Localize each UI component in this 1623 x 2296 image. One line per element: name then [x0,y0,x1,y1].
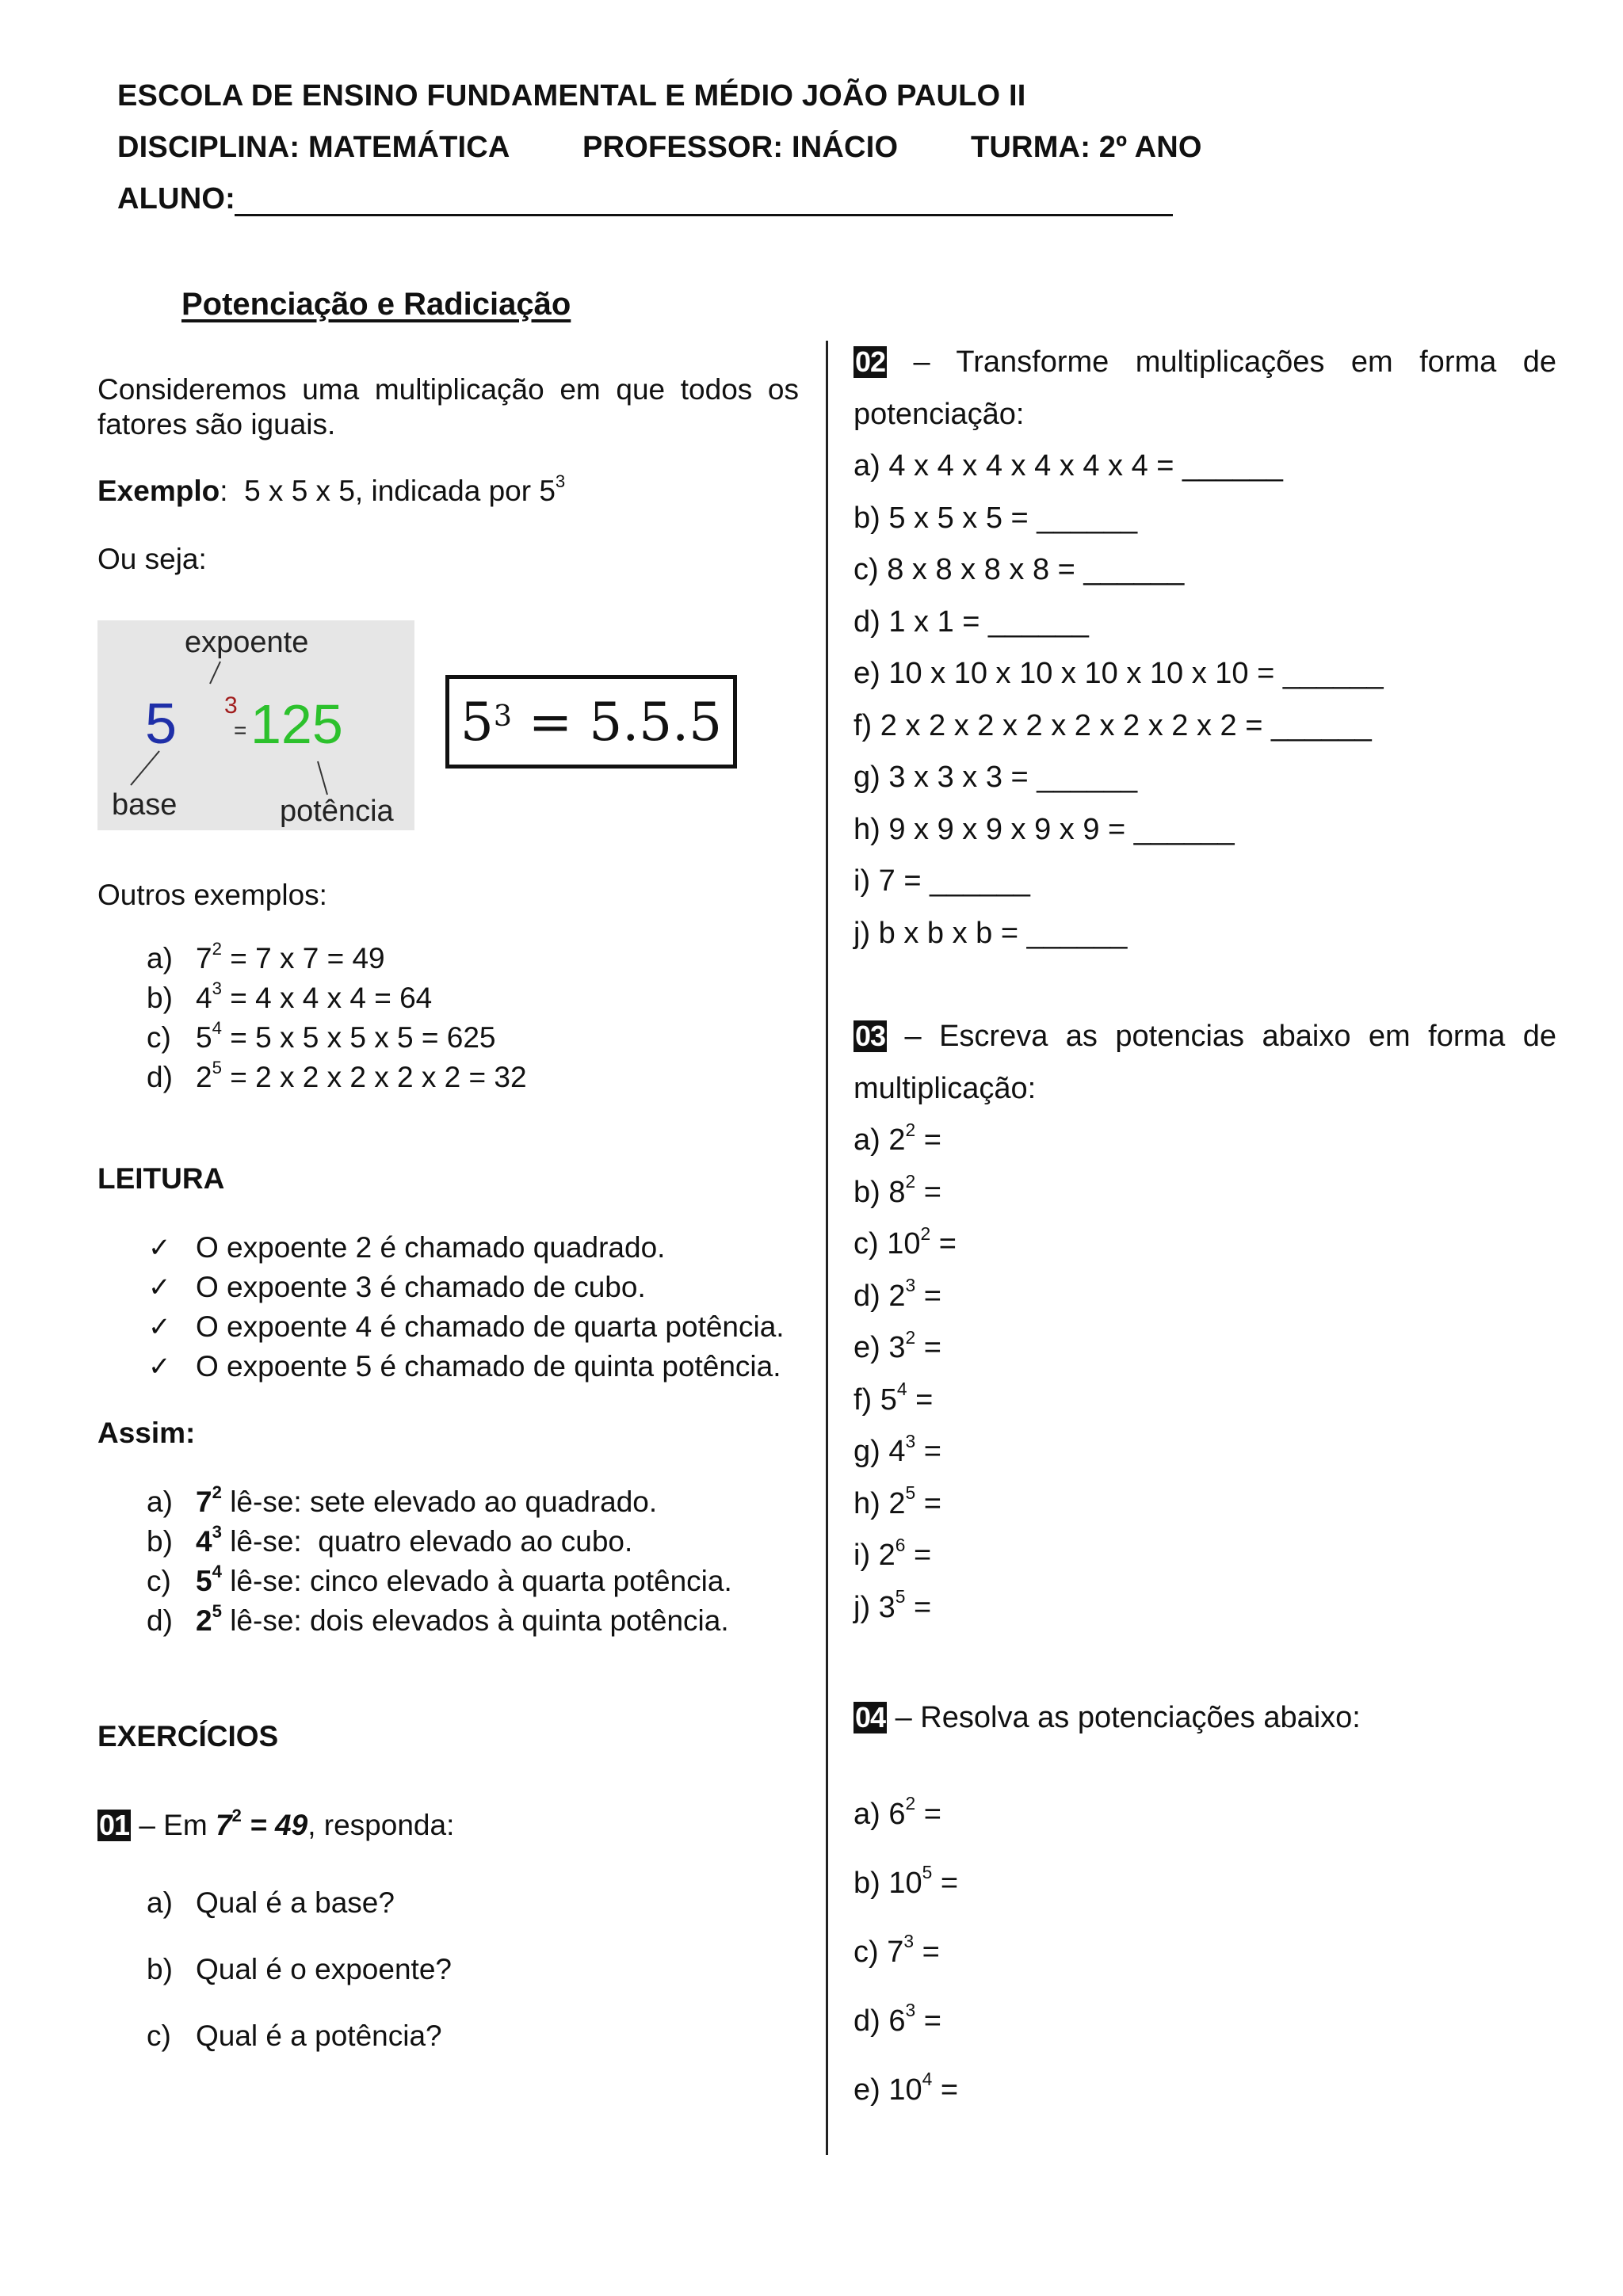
q01-heading: 01 – Em $7^2 = 49$, responda: [99,1806,455,1841]
list-item: ✓ O expoente 5 é chamado de quinta potência. [97,1347,799,1386]
list-item: a) 4 x 4 x 4 x 4 x 4 x 4 = ______ [854,449,1283,482]
check-icon: ✓ [148,1272,171,1302]
list-item: f) 2 x 2 x 2 x 2 x 2 x 2 x 2 x 2 = ______ [854,708,1372,742]
list-item: c) $5^4$ lê-se: cinco elevado à quarta potência. [147,1562,732,1597]
list-item: ✓ O expoente 4 é chamado de quarta potência. [97,1307,799,1347]
list-item: b) $8^2$ = [854,1171,941,1209]
example-label: Exemplo [97,475,220,507]
left-column [97,372,799,577]
power-diagram-svg [97,620,414,830]
list-item: b) 5 x 5 x 5 = ______ [854,501,1138,535]
potencia-pointer [318,761,327,795]
list-item: c) 8 x 8 x 8 x 8 = ______ [854,553,1185,586]
list-item: c) $5^4 = 5$ x 5 x 5 x 5 = 625 [147,1018,496,1054]
school-name: ESCOLA DE ENSINO FUNDAMENTAL E MÉDIO JOÃO PAULO II [117,79,1026,113]
page-title: Potenciação e Radiciação [181,287,571,322]
formula-base: 5 [460,691,494,753]
left-column-lower [97,875,799,2083]
q02-list [854,441,1556,959]
ou-seja-label: Ou seja: [97,543,207,575]
outros-list [97,939,799,1097]
assim-list [97,1482,799,1641]
list-item: i) 7 = ______ [854,864,1030,898]
list-item: c) $7^3$ = [854,1931,940,1969]
example-exp: 3 [555,471,566,492]
student-label: ALUNO: [117,182,235,215]
list-item: c) $10^2$ = [854,1222,957,1261]
list-item: a) $6^2$ = [854,1793,941,1831]
list-item: g) $4^3$ = [854,1430,941,1468]
list-item: b) Qual é o expoente? [147,1953,452,1985]
professor-label: PROFESSOR: INÁCIO [582,131,899,164]
q01-list [97,1883,799,2056]
example-colon: : [220,475,228,507]
check-icon: ✓ [148,1312,171,1342]
list-item: ✓ O expoente 2 é chamado quadrado. [97,1228,799,1268]
list-item: b) $4^3 = 4$ x 4 x 4 = 64 [147,978,433,1014]
result-number: 125 [250,693,343,755]
list-item: c) Qual é a potência? [147,2019,442,2052]
base-label: base [112,788,178,822]
q02-text: – Transforme multiplicações em forma de potenciação: [854,345,1556,431]
q02-heading [854,337,1556,441]
assim-heading: Assim: [97,1417,196,1449]
q04-heading [854,1692,1556,1745]
student-name-line[interactable] [235,214,1173,216]
outros-label: Outros exemplos: [97,879,327,911]
formula-box: 5 $^3$ = 5.5.5 [445,675,737,769]
list-item: a) $2^2$ = [854,1119,941,1157]
q03-list [854,1115,1556,1634]
list-item: i) $2^6$ = [854,1534,932,1572]
example-text: 5 x 5 x 5, indicada por 5 [244,475,556,507]
list-item: e) $3^2$ = [854,1326,941,1364]
q03-heading [854,1011,1556,1115]
leitura-heading: LEITURA [97,1162,225,1195]
q01-number-badge: 01 [99,1809,130,1841]
example-line [97,471,799,509]
list-item: h) $2^5$ = [854,1482,941,1520]
q02-number-badge: 02 [855,345,886,378]
list-item: g) 3 x 3 x 3 = ______ [854,761,1138,794]
list-item: d) $2^5 = 2$ x 2 x 2 x 2 x 2 = 32 [147,1058,527,1093]
list-item: ✓ O expoente 3 é chamado de cubo. [97,1268,799,1307]
list-item: d) $6^3$ = [854,2000,941,2038]
intro-text: Consideremos uma multiplicação em que todos os fatores são iguais. [97,373,799,441]
list-item: a) Qual é a base? [147,1886,395,1919]
potencia-label: potência [280,795,394,828]
list-item: b) $4^3$ lê-se: quatro elevado ao cubo. [147,1522,633,1558]
list-item: b) $10^5$ = [854,1862,959,1900]
list-item: f) $5^4$ = [854,1379,934,1417]
q04-number-badge: 04 [855,1701,886,1733]
check-icon: ✓ [148,1233,171,1263]
list-item: d) 1 x 1 = ______ [854,605,1089,639]
check-icon: ✓ [148,1352,171,1382]
discipline-label: DISCIPLINA: MATEMÁTICA [117,131,510,164]
list-item: h) 9 x 9 x 9 x 9 x 9 = ______ [854,812,1235,846]
q04-list [854,1780,1556,2125]
q04-text: – Resolva as potenciações abaixo: [887,1701,1361,1734]
base-pointer [131,751,159,785]
list-item: d) $2^5$ lê-se: dois elevados à quinta potência. [147,1601,729,1637]
expoente-pointer [210,662,220,684]
leitura-list [97,1228,799,1386]
list-item: d) $2^3$ = [854,1275,941,1313]
list-item: e) 10 x 10 x 10 x 10 x 10 x 10 = ______ [854,657,1384,690]
exponent-number: 3 [224,692,238,719]
equals-sign: = [234,718,247,742]
list-item: a) $7^2$ lê-se: sete elevado ao quadrado. [147,1482,658,1518]
list-item: j) $3^5$ = [854,1586,932,1624]
column-divider [826,341,828,2155]
list-item: a) $7^2 = 7$ x 7 = 49 [147,939,385,974]
class-label: TURMA: 2º ANO [971,131,1202,164]
right-column [854,337,1556,2125]
q03-text: – Escreva as potencias abaixo em forma de multiplicação: [854,1020,1556,1105]
list-item: j) b x b x b = ______ [854,916,1128,950]
base-number: 5 [145,692,178,756]
power-diagram [97,620,414,830]
exercicios-heading: EXERCÍCIOS [97,1720,279,1753]
q03-number-badge: 03 [855,1020,886,1052]
formula-rhs: = 5.5.5 [511,691,723,753]
list-item: e) $10^4$ = [854,2069,959,2107]
expoente-label: expoente [185,626,309,659]
